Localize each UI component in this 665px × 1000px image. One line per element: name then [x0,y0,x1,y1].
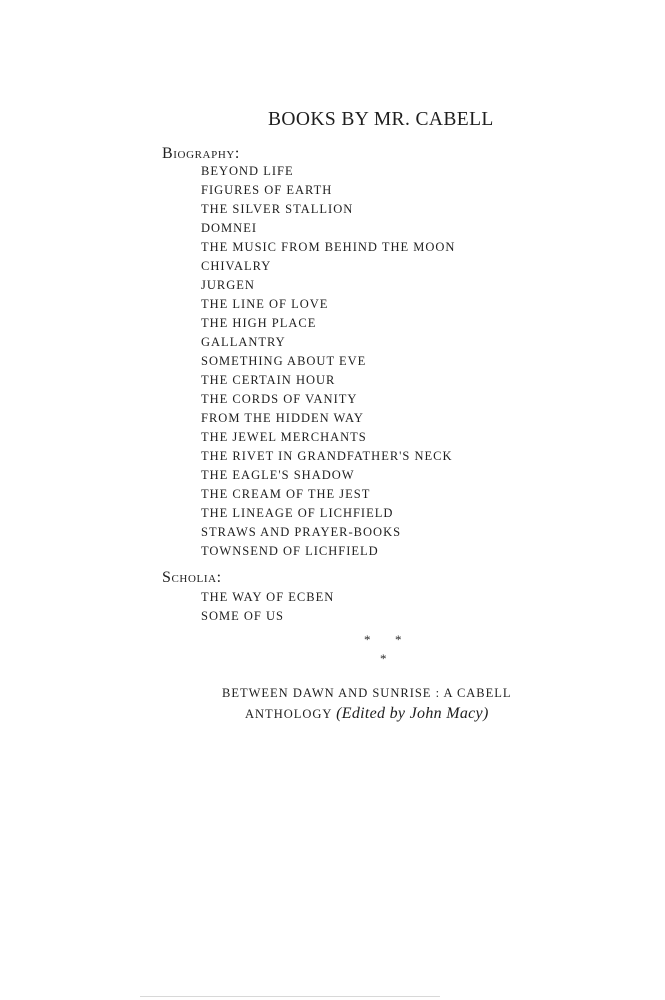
biography-book-list [201,162,455,561]
list-item: CHIVALRY [201,259,272,273]
list-item: THE WAY OF ECBEN [201,590,335,604]
editor-note: (Edited by John Macy) [336,705,489,722]
list-item: FIGURES OF EARTH [201,183,333,197]
list-item: JURGEN [201,278,255,292]
list-item: THE JEWEL MERCHANTS [201,430,367,444]
list-item: SOME OF US [201,609,284,623]
section-heading-biography: Biography: [162,145,240,162]
asterisk-icon: * [395,632,402,647]
list-item: THE RIVET IN GRANDFATHER'S NECK [201,449,453,463]
anthology-title-line: BETWEEN DAWN AND SUNRISE : A CABELL [222,686,512,700]
asterism-ornament [360,632,410,672]
list-item: STRAWS AND PRAYER-BOOKS [201,525,402,539]
list-item: THE CORDS OF VANITY [201,392,358,406]
list-item: THE HIGH PLACE [201,316,317,330]
list-item: TOWNSEND OF LICHFIELD [201,544,379,558]
list-item: THE LINE OF LOVE [201,297,329,311]
list-item: DOMNEI [201,221,257,235]
list-item: THE EAGLE'S SHADOW [201,468,355,482]
anthology-entry [222,683,562,725]
list-item: BEYOND LIFE [201,164,294,178]
list-item: THE LINEAGE OF LICHFIELD [201,506,394,520]
section-heading-scholia: Scholia: [162,569,222,586]
asterisk-icon: * [364,632,371,647]
anthology-title-end: ANTHOLOGY [245,707,332,721]
page-edge-line [140,996,440,997]
list-item: GALLANTRY [201,335,286,349]
list-item: THE SILVER STALLION [201,202,354,216]
asterisk-icon: * [380,651,387,666]
scholia-book-list [201,588,334,626]
list-item: FROM THE HIDDEN WAY [201,411,364,425]
page-title: BOOKS BY MR. CABELL [268,109,494,130]
list-item: THE CERTAIN HOUR [201,373,336,387]
list-item: THE MUSIC FROM BEHIND THE MOON [201,240,456,254]
list-item: SOMETHING ABOUT EVE [201,354,367,368]
list-item: THE CREAM OF THE JEST [201,487,371,501]
anthology-continuation-line [222,703,562,725]
